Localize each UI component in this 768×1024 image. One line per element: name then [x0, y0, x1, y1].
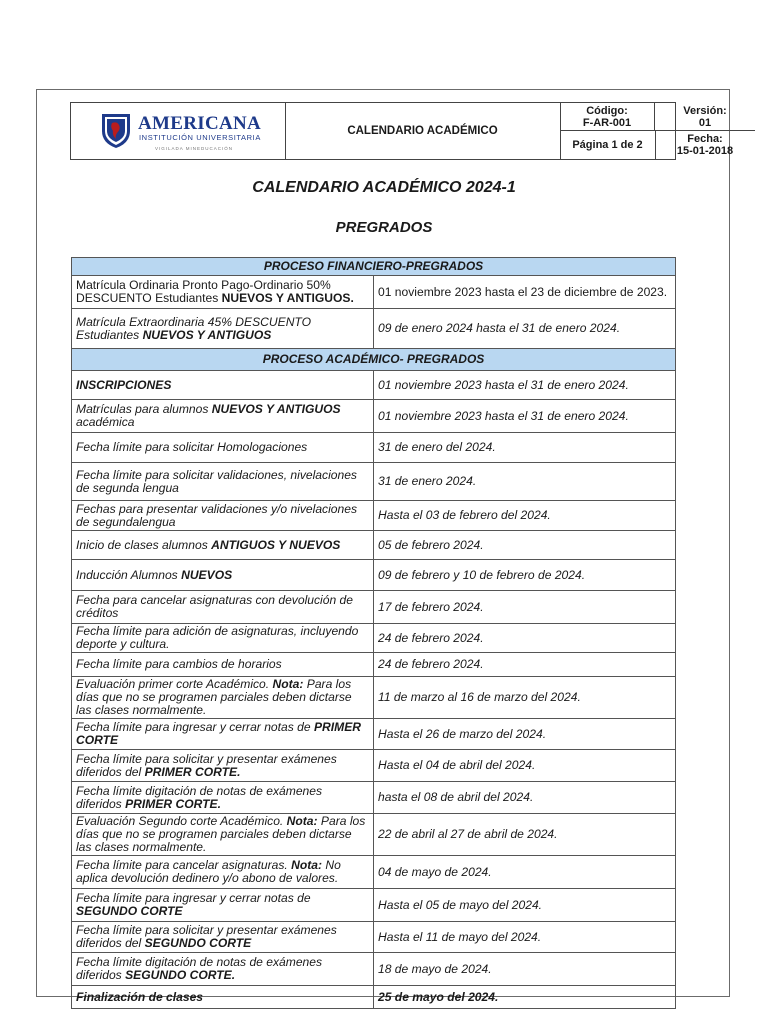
- calendar-row: [72, 653, 676, 677]
- calendar-row: [72, 400, 676, 433]
- calendar-row: [72, 463, 676, 501]
- document-header: [70, 102, 734, 160]
- logo-cell: [71, 103, 286, 159]
- calendar-row: [72, 591, 676, 624]
- logo-tagline: VIGILADA MINEDUCACIÓN: [155, 146, 234, 151]
- activity-text-bold: SEGUNDO CORTE: [76, 904, 183, 918]
- activity-text: No aplica devolución dedinero y/o abono de valores.: [76, 858, 341, 885]
- activity-cell: [72, 814, 374, 856]
- calendar-row: [72, 750, 676, 782]
- activity-text-bold: NUEVOS Y ANTIGUOS: [142, 327, 272, 342]
- date-cell: 01 noviembre 2023 hasta el 23 de diciembre de 2023.: [374, 276, 676, 309]
- activity-text-bold: PRIMER CORTE.: [144, 764, 241, 779]
- calendar-row: [72, 782, 676, 814]
- section-title: PROCESO ACADÉMICO- PREGRADOS: [72, 349, 676, 371]
- calendar-row: [72, 677, 676, 719]
- activity-text: Fecha para cancelar asignaturas con devolución de créditos: [76, 593, 353, 620]
- logo-subtitle: INSTITUCIÓN UNIVERSITARIA: [139, 133, 261, 142]
- calendar-body: [72, 258, 676, 1009]
- activity-text: Matrícula Ordinaria Pronto Pago-Ordinario 50% DESCUENTO Estudiantes: [76, 278, 331, 305]
- page-number: Página 1 de 2: [560, 131, 656, 159]
- calendar-row: [72, 719, 676, 750]
- activity-text: Fecha límite para solicitar y presentar exámenes diferidos del: [76, 923, 337, 950]
- activity-text: Matrícula Extraordinaria 45% DESCUENTO Estudiantes: [76, 314, 312, 342]
- header-title: CALENDARIO ACADÉMICO: [285, 103, 561, 159]
- calendar-row: [72, 309, 676, 349]
- date-cell: 18 de mayo de 2024.: [374, 953, 676, 986]
- date-cell: 24 de febrero 2024.: [374, 624, 676, 653]
- activity-cell: [72, 309, 374, 349]
- date-cell: Hasta el 05 de mayo del 2024.: [374, 889, 676, 922]
- calendar-row: [72, 433, 676, 463]
- date-cell: 22 de abril al 27 de abril de 2024.: [374, 814, 676, 856]
- activity-text-bold: PRIMER CORTE: [76, 720, 361, 747]
- calendar-row: [72, 814, 676, 856]
- calendar-row: [72, 986, 676, 1009]
- activity-cell: [72, 922, 374, 953]
- activity-cell: [72, 856, 374, 889]
- section-header-row: [72, 349, 676, 371]
- activity-cell: [72, 276, 374, 309]
- activity-text: Matrículas para alumnos: [76, 402, 212, 416]
- calendar-row: [72, 889, 676, 922]
- activity-text: Fecha límite para ingresar y cerrar notas de: [76, 891, 311, 905]
- date-cell: 31 de enero del 2024.: [374, 433, 676, 463]
- date-cell: Hasta el 03 de febrero del 2024.: [374, 501, 676, 531]
- activity-cell: [72, 624, 374, 653]
- activity-text: Inicio de clases alumnos: [76, 537, 212, 552]
- date-cell: 05 de febrero 2024.: [374, 531, 676, 560]
- date-cell: 31 de enero 2024.: [374, 463, 676, 501]
- activity-cell: [72, 400, 374, 433]
- activity-text: Evaluación Segundo corte Académico.: [76, 814, 287, 828]
- activity-text-bold: Nota:: [291, 858, 323, 872]
- activity-cell: [72, 463, 374, 501]
- activity-text-bold: Finalización de clases: [76, 989, 204, 1004]
- shield-logo-icon: [99, 111, 133, 149]
- date-cell: 11 de marzo al 16 de marzo del 2024.: [374, 677, 676, 719]
- date-cell: 17 de febrero 2024.: [374, 591, 676, 624]
- activity-cell: [72, 433, 374, 463]
- activity-cell: [72, 591, 374, 624]
- version-label: Versión:: [683, 105, 727, 117]
- activity-cell: [72, 531, 374, 560]
- activity-text-bold: NUEVOS: [181, 567, 233, 582]
- date-cell: [655, 131, 755, 159]
- activity-cell: [72, 371, 374, 400]
- date-cell: 09 de febrero y 10 de febrero de 2024.: [374, 560, 676, 591]
- activity-text-bold: NUEVOS Y ANTIGUOS: [211, 402, 341, 416]
- activity-text: Fecha límite para solicitar Homologaciones: [76, 440, 308, 454]
- activity-text-bold: Nota:: [286, 814, 318, 828]
- activity-text-bold: ANTIGUOS Y NUEVOS: [211, 537, 341, 552]
- activity-cell: [72, 501, 374, 531]
- date-label: Fecha:: [687, 133, 723, 145]
- version-value: 01: [698, 117, 712, 129]
- code-value: F-AR-001: [582, 117, 632, 129]
- activity-text-bold: NUEVOS Y ANTIGUOS.: [221, 291, 354, 305]
- calendar-row: [72, 531, 676, 560]
- activity-text: Fecha límite para solicitar y presentar exámenes diferidos del: [76, 751, 337, 779]
- activity-text: Fechas para presentar validaciones y/o nivelaciones de segundalengua: [76, 501, 358, 529]
- date-cell: Hasta el 26 de marzo del 2024.: [374, 719, 676, 750]
- activity-cell: [72, 889, 374, 922]
- activity-cell: [72, 986, 374, 1009]
- activity-cell: [72, 782, 374, 814]
- activity-text: Inducción Alumnos: [76, 567, 182, 582]
- calendar-row: [72, 276, 676, 309]
- activity-text: Fecha límite para adición de asignaturas, incluyendo deporte y cultura.: [76, 624, 359, 651]
- activity-text: Fecha límite para cambios de horarios: [76, 657, 282, 671]
- activity-text: Fecha límite digitación de notas de exámenes diferidos: [76, 955, 323, 982]
- logo-name: AMERICANA: [138, 113, 262, 134]
- activity-text: Fecha límite digitación de notas de exámenes diferidos: [76, 783, 323, 811]
- activity-cell: [72, 953, 374, 986]
- calendar-row: [72, 371, 676, 400]
- code-cell: [560, 103, 655, 131]
- activity-text-bold: SEGUNDO CORTE.: [125, 968, 236, 982]
- activity-cell: [72, 560, 374, 591]
- activity-text: Evaluación primer corte Académico.: [76, 677, 273, 691]
- date-cell: 01 noviembre 2023 hasta el 31 de enero 2024.: [374, 400, 676, 433]
- calendar-row: [72, 560, 676, 591]
- document-title: CALENDARIO ACADÉMICO 2024-1: [252, 179, 516, 196]
- activity-text: Para los días que no se programen parciales deben dictarse las clases normalmente.: [76, 677, 352, 717]
- activity-text-bold: SEGUNDO CORTE: [144, 936, 252, 950]
- calendar-row: [72, 624, 676, 653]
- calendar-row: [72, 922, 676, 953]
- date-cell: Hasta el 11 de mayo del 2024.: [374, 922, 676, 953]
- activity-text: académica: [76, 415, 135, 429]
- activity-cell: [72, 719, 374, 750]
- version-cell: [655, 103, 755, 131]
- activity-cell: [72, 750, 374, 782]
- section-title: PROCESO FINANCIERO-PREGRADOS: [72, 258, 676, 276]
- calendar-row: [72, 953, 676, 986]
- activity-text: Fecha límite para ingresar y cerrar notas de: [76, 720, 314, 734]
- calendar-row: [72, 856, 676, 889]
- activity-cell: [72, 677, 374, 719]
- code-label: Código:: [586, 105, 628, 117]
- activity-text-bold: Nota:: [272, 677, 304, 691]
- activity-text-bold: INSCRIPCIONES: [76, 377, 172, 392]
- section-header-row: [72, 258, 676, 276]
- date-cell: Hasta el 04 de abril del 2024.: [374, 750, 676, 782]
- document-subtitle: PREGRADOS: [335, 219, 433, 236]
- calendar-table: [71, 257, 676, 1009]
- date-cell: 01 noviembre 2023 hasta el 31 de enero 2024.: [374, 371, 676, 400]
- date-value: 15-01-2018: [676, 145, 734, 157]
- date-cell: 24 de febrero 2024.: [374, 653, 676, 677]
- date-cell: 09 de enero 2024 hasta el 31 de enero 2024.: [374, 309, 676, 349]
- activity-text: Fecha límite para cancelar asignaturas.: [76, 858, 292, 872]
- activity-text: Fecha límite para solicitar validaciones, nivelaciones de segunda lengua: [76, 467, 357, 495]
- date-cell: 04 de mayo de 2024.: [374, 856, 676, 889]
- activity-cell: [72, 653, 374, 677]
- activity-text-bold: PRIMER CORTE.: [125, 796, 221, 811]
- date-cell: 25 de mayo del 2024.: [374, 986, 676, 1009]
- date-cell: hasta el 08 de abril del 2024.: [374, 782, 676, 814]
- calendar-row: [72, 501, 676, 531]
- activity-text: Para los días que no se programen parciales deben dictarse las clases normalmente.: [76, 814, 366, 854]
